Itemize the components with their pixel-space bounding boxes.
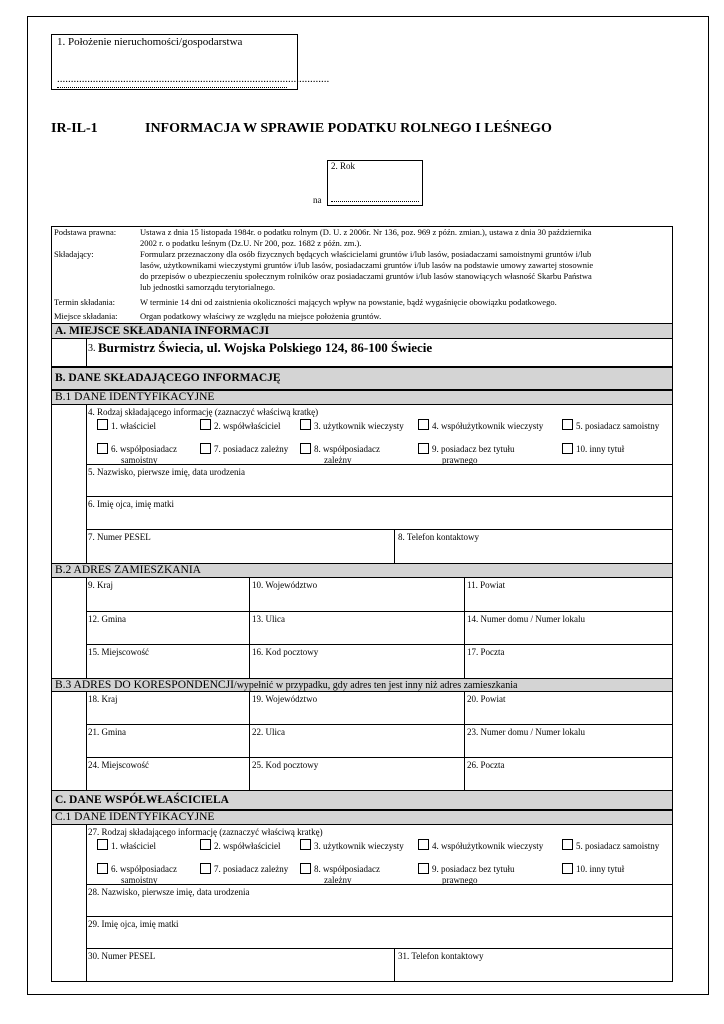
section-c1-header: C.1 DANE IDENTYFIKACYJNE (51, 810, 673, 825)
corr-city-field-label: 24. Miejscowość (88, 760, 149, 770)
year-label: 2. Rok (331, 161, 356, 171)
checkbox-co-perpetual-user-label: 4. współużytkownik wieczysty (432, 421, 544, 431)
c-checkbox-other-title-label: 10. inny tytuł (576, 864, 625, 874)
checkbox-perpetual-user[interactable] (300, 419, 311, 430)
checkbox-co-owner[interactable] (200, 419, 211, 430)
section-b1-header: B.1 DANE IDENTYFIKACYJNE (51, 390, 673, 405)
corr-country-field-label: 18. Kraj (88, 694, 118, 704)
c-checkbox-other-title[interactable] (562, 863, 573, 874)
c-pesel-field-label: 30. Numer PESEL (88, 951, 156, 961)
c-checkbox-co-owner-label: 2. współwłaściciel (214, 841, 281, 851)
section-c1-margin (51, 825, 87, 982)
checkbox-dependent-co-holder[interactable] (300, 443, 311, 454)
corr-commune-field-label: 21. Gmina (88, 727, 126, 737)
checkbox-independent-co-holder-label-1: 6. współposiadacz (111, 444, 177, 454)
year-input-line[interactable] (331, 193, 419, 202)
c-checkbox-co-owner[interactable] (200, 839, 211, 850)
submitter-type-label: 4. Rodzaj składającego informację (zaznaczyć właściwą kratkę) (88, 407, 319, 417)
section-b-header: B. DANE SKŁADAJĄCEGO INFORMACJĘ (51, 367, 673, 390)
submitter-line-2: lasów, użytkownikami wieczystymi gruntów i/lub lasów, posiadaczami gruntów i/lub lasów na podstawie umowy zawartej stosownie (140, 260, 594, 270)
c-checkbox-holder-without-title-label-1: 9. posiadacz bez tytułu (432, 864, 515, 874)
submitter-label: Składający: (54, 249, 94, 259)
c-checkbox-independent-holder[interactable] (562, 839, 573, 850)
c-checkbox-owner[interactable] (97, 839, 108, 850)
c-checkbox-dependent-holder-label: 7. posiadacz zależny (214, 864, 289, 874)
c-checkbox-dependent-co-holder-label-1: 8. współposiadacz (314, 864, 380, 874)
form-code: IR-IL-1 (51, 121, 98, 136)
corr-postal-code-field-label: 25. Kod pocztowy (252, 760, 319, 770)
legal-basis-line-2: 2002 r. o podatku leśnym (Dz.U. Nr 200, poz. 1682 z późn. zm.). (140, 238, 362, 248)
c-checkbox-independent-co-holder-label-1: 6. współposiadacz (111, 864, 177, 874)
c-name-field-label: 28. Nazwisko, pierwsze imię, data urodzenia (88, 887, 250, 897)
legal-basis-line-1: Ustawa z dnia 15 listopada 1984r. o podatku rolnym (D. U. z 2006r. Nr 136, poz. 969 z późn. zmian.), ustawa z dnia 30 października (140, 227, 592, 237)
place-text: Organ podatkowy właściwy ze względu na miejsce położenia gruntów. (140, 311, 382, 321)
c-checkbox-independent-co-holder[interactable] (97, 863, 108, 874)
checkbox-other-title-label: 10. inny tytuł (576, 444, 625, 454)
c-checkbox-holder-without-title[interactable] (418, 863, 429, 874)
checkbox-independent-holder-label: 5. posiadacz samoistny (576, 421, 660, 431)
country-field-label: 9. Kraj (88, 580, 113, 590)
checkbox-perpetual-user-label: 3. użytkownik wieczysty (314, 421, 404, 431)
corr-post-office-field-label: 26. Poczta (467, 760, 505, 770)
year-na-label: na (313, 195, 322, 205)
section-b1-margin (51, 405, 87, 563)
c-checkbox-owner-label: 1. właściciel (111, 841, 156, 851)
c-checkbox-dependent-co-holder[interactable] (300, 863, 311, 874)
checkbox-dependent-holder[interactable] (200, 443, 211, 454)
office-field-value: Burmistrz Świecia, ul. Wojska Polskiego 124, 86-100 Świecie (98, 340, 433, 355)
checkbox-dependent-holder-label: 7. posiadacz zależny (214, 444, 289, 454)
corr-street-field-label: 22. Ulica (252, 727, 285, 737)
section-c-header: C. DANE WSPÓŁWŁAŚCICIELA (51, 790, 673, 810)
phone-field-label: 8. Telefon kontaktowy (398, 532, 479, 542)
c-checkbox-perpetual-user-label: 3. użytkownik wieczysty (314, 841, 404, 851)
c-checkbox-dependent-holder[interactable] (200, 863, 211, 874)
submitter-line-4: lub jednostki samorządu terytorialnego. (140, 282, 276, 292)
county-field-label: 11. Powiat (467, 580, 506, 590)
c-parents-field-label: 29. Imię ojca, imię matki (88, 919, 179, 929)
post-office-field-label: 17. Poczta (467, 647, 505, 657)
parents-field[interactable] (86, 497, 673, 530)
form-title: INFORMACJA W SPRAWIE PODATKU ROLNEGO I LEŚNEGO (145, 121, 552, 136)
place-label: Miejsce składania: (54, 311, 118, 321)
section-b3-title: B.3 ADRES DO KORESPONDENCJI (55, 679, 234, 691)
commune-field-label: 12. Gmina (88, 614, 126, 624)
section-b3-subtitle: /wypełnić w przypadku, gdy adres ten jest inny niż adres zamieszkania (233, 680, 518, 691)
c-checkbox-independent-co-holder-label-2: samoistny (121, 875, 158, 885)
corr-county-field-label: 20. Powiat (467, 694, 506, 704)
checkbox-co-perpetual-user[interactable] (418, 419, 429, 430)
c-checkbox-independent-holder-label: 5. posiadacz samoistny (576, 841, 660, 851)
deadline-label: Termin składania: (54, 297, 116, 307)
location-dots: ................................................................................................... (57, 74, 287, 88)
checkbox-owner[interactable] (97, 419, 108, 430)
c-phone-field-label: 31. Telefon kontaktowy (398, 951, 484, 961)
checkbox-owner-label: 1. właściciel (111, 421, 156, 431)
section-b3-margin (51, 692, 87, 790)
postal-code-field-label: 16. Kod pocztowy (252, 647, 319, 657)
office-field-number: 3. (88, 343, 96, 354)
deadline-text: W terminie 14 dni od zaistnienia okoliczności mających wpływ na powstanie, bądź wygaśnięcie obowiązku podatkowego. (140, 297, 557, 307)
submitter-line-3: do przepisów o ubezpieczeniu społecznym rolników oraz posiadaczami gruntów i/lub lasów stanowiących własność Skarbu Państwa (140, 271, 592, 281)
legal-basis-label: Podstawa prawna: (54, 227, 117, 237)
checkbox-independent-co-holder[interactable] (97, 443, 108, 454)
checkbox-independent-holder[interactable] (562, 419, 573, 430)
checkbox-holder-without-title[interactable] (418, 443, 429, 454)
location-label: 1. Położenie nieruchomości/gospodarstwa (57, 36, 243, 48)
checkbox-dependent-co-holder-label-2: zależny (324, 455, 352, 465)
voivodeship-field-label: 10. Województwo (252, 580, 318, 590)
parents-field-label: 6. Imię ojca, imię matki (88, 499, 174, 509)
section-b2-header: B.2 ADRES ZAMIESZKANIA (51, 563, 673, 578)
co-owner-type-label: 27. Rodzaj składającego informację (zaznaczyć właściwą kratkę) (88, 827, 323, 837)
checkbox-independent-co-holder-label-2: samoistny (121, 455, 158, 465)
section-b2-margin (51, 578, 87, 678)
city-field-label: 15. Miejscowość (88, 647, 149, 657)
c-checkbox-dependent-co-holder-label-2: zależny (324, 875, 352, 885)
c-checkbox-co-perpetual-user-label: 4. współużytkownik wieczysty (432, 841, 544, 851)
checkbox-holder-without-title-label-2: prawnego (442, 455, 478, 465)
name-field-label: 5. Nazwisko, pierwsze imię, data urodzenia (88, 467, 245, 477)
checkbox-dependent-co-holder-label-1: 8. współposiadacz (314, 444, 380, 454)
pesel-field-label: 7. Numer PESEL (88, 532, 151, 542)
corr-house-number-field-label: 23. Numer domu / Numer lokalu (467, 727, 585, 737)
checkbox-holder-without-title-label-1: 9. posiadacz bez tytułu (432, 444, 515, 454)
c-checkbox-perpetual-user[interactable] (300, 839, 311, 850)
c-checkbox-co-perpetual-user[interactable] (418, 839, 429, 850)
section-b3-header (51, 678, 673, 692)
checkbox-other-title[interactable] (562, 443, 573, 454)
street-field-label: 13. Ulica (252, 614, 285, 624)
section-a-header: A. MIEJSCE SKŁADANIA INFORMACJI (51, 323, 673, 339)
c-checkbox-holder-without-title-label-2: prawnego (442, 875, 478, 885)
corr-voivodeship-field-label: 19. Województwo (252, 694, 318, 704)
checkbox-co-owner-label: 2. współwłaściciel (214, 421, 281, 431)
house-number-field-label: 14. Numer domu / Numer lokalu (467, 614, 585, 624)
submitter-line-1: Formularz przeznaczony dla osób fizycznych będących właścicielami gruntów i/lub lasów, posiadaczami samoistnymi gruntów i/lub (140, 249, 592, 259)
